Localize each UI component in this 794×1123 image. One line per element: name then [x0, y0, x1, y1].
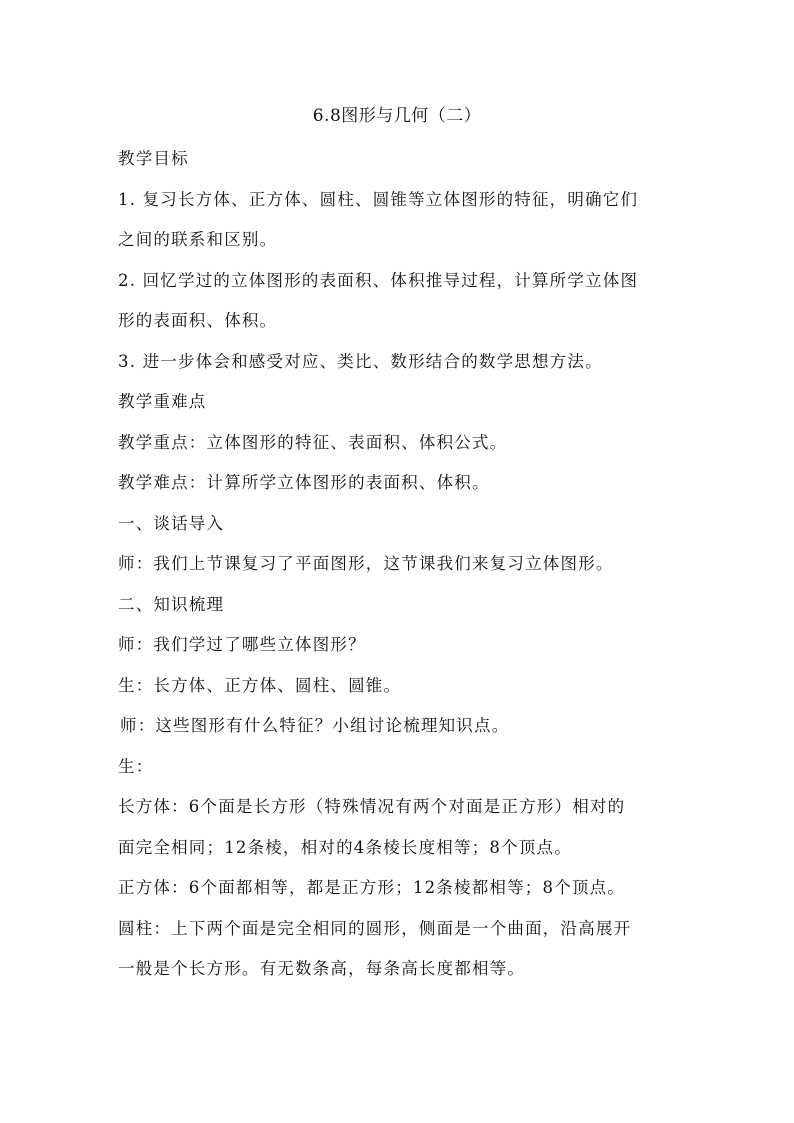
cube-description: 正方体：6个面都相等，都是正方形；12条棱都相等；8个顶点。 — [118, 878, 625, 897]
dialogue-teacher-1: 师：我们上节课复习了平面图形，这节课我们来复习立体图形。 — [118, 554, 614, 573]
section-heading-knowledge-review: 二、知识梳理 — [118, 594, 225, 614]
dialogue-student-1: 生：长方体、正方体、圆柱、圆锥。 — [118, 675, 402, 695]
section-heading-key-points: 教学重难点 — [118, 392, 207, 411]
cylinder-description-line-1: 圆柱：上下两个面是完全相同的圆形，侧面是一个曲面，沿高展开 — [118, 918, 632, 938]
cylinder-description-line-2: 一般是个长方形。有无数条高，每条高长度都相等。 — [118, 959, 526, 978]
goal-1-line-1: 1. 复习长方体、正方体、圆柱、圆锥等立体图形的特征，明确它们 — [118, 189, 639, 209]
cuboid-description-line-2: 面完全相同；12条棱，相对的4条棱长度相等；8个顶点。 — [118, 837, 572, 857]
goal-3: 3. 进一步体会和感受对应、类比、数形结合的数学思想方法。 — [118, 351, 603, 371]
document-body — [118, 146, 678, 997]
document-title: 6.8图形与几何（二） — [312, 106, 482, 126]
goal-1-line-2: 之间的联系和区别。 — [118, 230, 278, 249]
teaching-difficulty: 教学难点：计算所学立体图形的表面积、体积。 — [118, 473, 490, 492]
dialogue-teacher-2: 师：我们学过了哪些立体图形？ — [118, 635, 366, 654]
dialogue-student-2: 生： — [118, 756, 154, 776]
cuboid-description-line-1: 长方体：6个面是长方形（特殊情况有两个对面是正方形）相对的 — [118, 797, 626, 816]
goal-2-line-1: 2. 回忆学过的立体图形的表面积、体积推导过程，计算所学立体图 — [118, 270, 639, 290]
goal-2-line-2: 形的表面积、体积。 — [118, 311, 278, 330]
section-heading-teaching-goals: 教学目标 — [118, 149, 189, 168]
section-heading-introduction: 一、谈话导入 — [118, 513, 225, 533]
dialogue-teacher-3: 师：这些图形有什么特征？小组讨论梳理知识点。 — [120, 716, 510, 735]
teaching-focus: 教学重点：立体图形的特征、表面积、体积公式。 — [118, 432, 508, 452]
